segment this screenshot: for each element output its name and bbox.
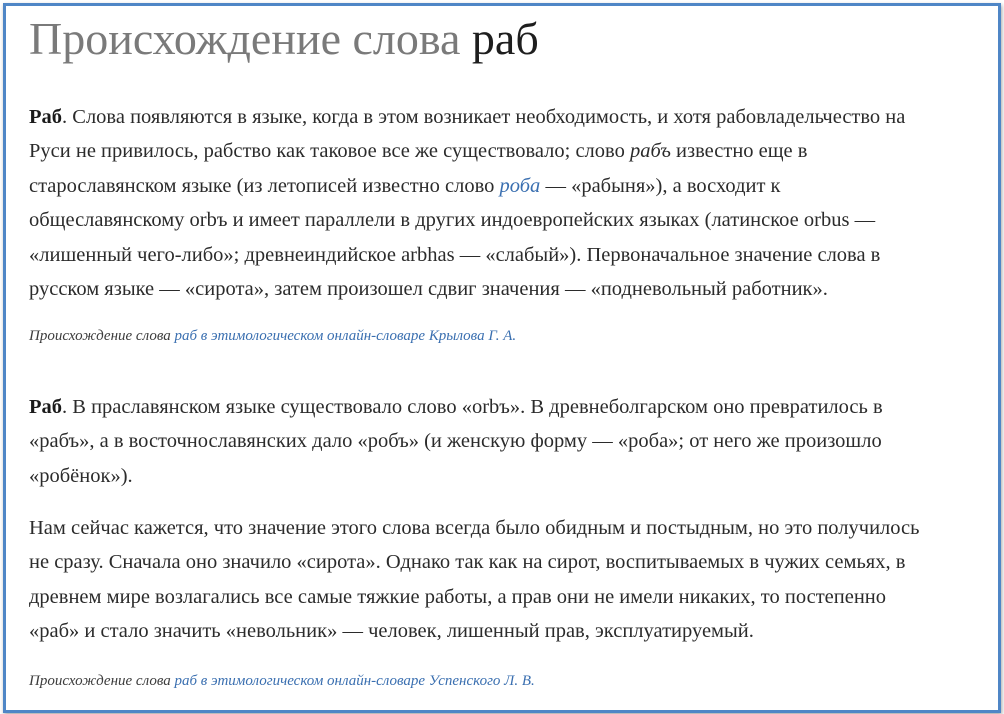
krylov-dictionary-link[interactable]: раб в этимологическом онлайн-словаре Крылова Г. А.: [174, 328, 517, 344]
entry2-paragraph1: [29, 390, 883, 493]
entry2-paragraph2: [29, 511, 920, 649]
entry1-headword: Раб: [29, 106, 63, 128]
page-title: [29, 8, 539, 70]
entry1-line4: общеславянскому orbъ и имеет параллели в других индоевропейских языках (латинское orbus —: [29, 209, 876, 232]
entry1-source: [29, 326, 516, 346]
entry2-line1: . В праславянском языке существовало слово «orbъ». В древнеболгарском оно превратилось в: [62, 396, 883, 418]
entry2-source: [29, 671, 535, 691]
page-title-word: раб: [471, 13, 539, 64]
entry2-line2: «рабъ», а в восточнославянских дало «робъ» (и женскую форму — «роба»; от него же произошло: [29, 430, 882, 453]
entry1-line6: русском языке — «сирота», затем произошел сдвиг значения — «подневольный работник».: [29, 278, 828, 301]
entry1-line2-after: известно еще в: [670, 140, 808, 163]
entry2-source-prefix: Происхождение слова: [29, 673, 175, 689]
entry1-line2-before: Руси не привилось, рабство как таковое все же существовало; слово: [29, 140, 630, 163]
page-title-prefix: Происхождение слова: [29, 13, 461, 64]
entry1-source-prefix: Происхождение слова: [29, 328, 175, 344]
entry1-line3-after: — «рабыня»), а восходит к: [540, 174, 781, 197]
entry2-p2-line4: «раб» и стало значить «невольник» — человек, лишенный прав, эксплуатируемый.: [29, 620, 754, 643]
entry1-line5: «лишенный чего-либо»; древнеиндийское arbhas — «слабый»). Первоначальное значение слова в: [29, 243, 881, 266]
entry2-p2-line3: древнем мире возлагались все самые тяжкие работы, а прав они не имели никаких, то постепенно: [29, 585, 887, 608]
entry2-headword: Раб: [29, 396, 63, 418]
entry1-paragraph: [29, 100, 905, 306]
entry2-p2-line2: не сразу. Сначала оно значило «сирота». Однако так как на сирот, воспитываемых в чужих семьях, в: [29, 551, 906, 574]
entry2-p2-line1: Нам сейчас кажется, что значение этого слова всегда было обидным и постыдным, но это получилось: [29, 517, 920, 539]
entry1-line2-italic: рабъ: [629, 140, 671, 163]
entry1-line1: . Слова появляются в языке, когда в этом возникает необходимость, и хотя рабовладельчество на: [62, 106, 906, 128]
roba-link[interactable]: роба: [499, 174, 541, 197]
page-frame: [3, 3, 1001, 713]
uspensky-dictionary-link[interactable]: раб в этимологическом онлайн-словаре Успенского Л. В.: [174, 673, 535, 689]
entry2-line3: «робёнок»).: [29, 464, 133, 487]
entry1-line3-before: старославянском языке (из летописей известно слово: [29, 174, 500, 197]
